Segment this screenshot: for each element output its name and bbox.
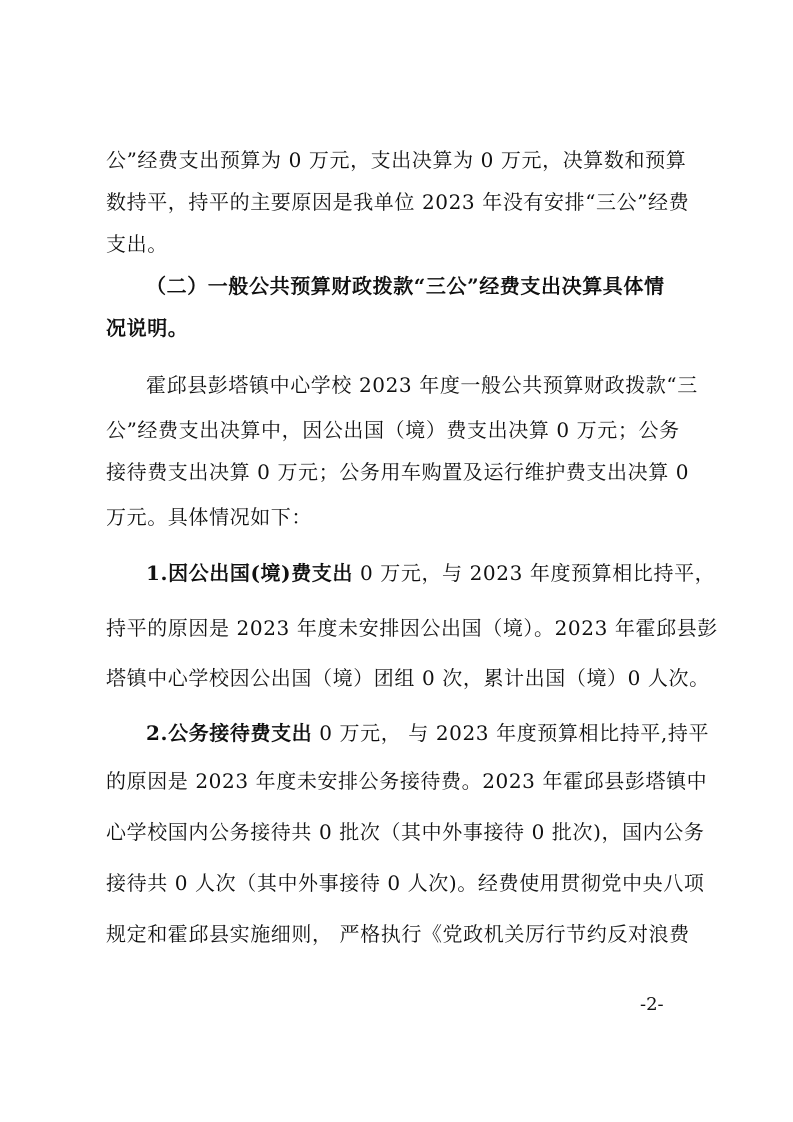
item1-line-3: 塔镇中心学校因公出国（境）团组 0 次，累计出国（境）0 人次。 [106, 666, 710, 690]
item2-label: 2.公务接待费支出 [146, 721, 313, 745]
item2-line-4: 接待共 0 人次（其中外事接待 0 人次)。经费使用贯彻党中央八项 [106, 871, 705, 895]
item2-line-2: 的原因是 2023 年度未安排公务接待费。2023 年霍邱县彭塔镇中 [106, 769, 708, 793]
item1-label: 1.因公出国(境)费支出 [146, 561, 354, 585]
page-number: -2- [640, 994, 664, 1015]
item2-line1-rest: 0 万元， 与 2023 年度预算相比持平,持平 [312, 721, 710, 745]
para1-line-2: 数持平，持平的主要原因是我单位 2023 年没有安排“三公”经费 [106, 190, 690, 214]
item2-line-1 [146, 719, 710, 747]
item1-line1-rest: 0 万元，与 2023 年度预算相比持平， [353, 561, 716, 585]
para1-line-3: 支出。 [106, 232, 168, 256]
section-heading-line-2: 况说明。 [106, 316, 189, 340]
para2-line-1: 霍邱县彭塔镇中心学校 2023 年度一般公共预算财政拨款“三 [146, 373, 698, 397]
para1-line-1: 公”经费支出预算为 0 万元，支出决算为 0 万元，决算数和预算 [106, 148, 687, 172]
para2-line-2: 公”经费支出决算中，因公出国（境）费支出决算 0 万元；公务 [106, 418, 680, 442]
item1-line-1 [146, 559, 716, 587]
para2-line-3: 接待费支出决算 0 万元；公务用车购置及运行维护费支出决算 0 [106, 460, 690, 484]
para2-line-4: 万元。具体情况如下： [106, 505, 312, 529]
item2-line-5: 规定和霍邱县实施细则， 严格执行《党政机关厉行节约反对浪费 [106, 922, 690, 946]
section-heading-line-1: （二）一般公共预算财政拨款“三公”经费支出决算具体情 [146, 274, 665, 298]
item2-line-3: 心学校国内公务接待共 0 批次（其中外事接待 0 批次)，国内公务 [106, 820, 705, 844]
item1-line-2: 持平的原因是 2023 年度未安排因公出国（境）。2023 年霍邱县彭 [106, 616, 718, 640]
